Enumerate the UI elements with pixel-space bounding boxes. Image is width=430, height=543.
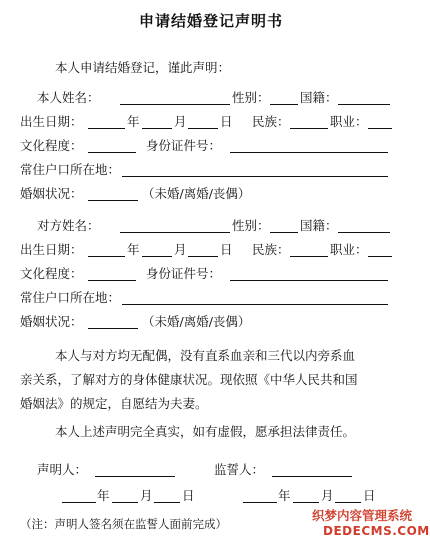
watermark-text: 织梦内容管理系统: [312, 508, 413, 523]
partner-gender-label: 性别：: [232, 218, 270, 233]
partner-education-label: 文化程度：: [20, 266, 83, 281]
self-ethnicity-label: 民族：: [252, 114, 290, 129]
partner-marital-field[interactable]: [88, 328, 138, 329]
declarant-date-month-field[interactable]: [112, 502, 138, 503]
partner-occupation-field[interactable]: [368, 256, 392, 257]
partner-ethnicity-field[interactable]: [290, 256, 328, 257]
self-residence-field[interactable]: [122, 176, 388, 177]
partner-nationality-label: 国籍：: [300, 218, 338, 233]
declarant-label: 声明人：: [37, 462, 88, 477]
self-marital-field[interactable]: [88, 200, 138, 201]
intro-text: 本人申请结婚登记，谨此声明：: [55, 60, 231, 75]
self-gender-field[interactable]: [270, 104, 298, 105]
supervisor-date-year-field[interactable]: [243, 502, 277, 503]
self-marital-label: 婚姻状况：: [20, 186, 83, 201]
declarant-signature-field[interactable]: [95, 476, 175, 477]
declarant-date-year-label: 年: [97, 488, 110, 503]
self-birth-month-field[interactable]: [142, 128, 172, 129]
partner-name-field[interactable]: [120, 232, 230, 233]
self-birth-year-label: 年: [127, 114, 140, 129]
partner-gender-field[interactable]: [270, 232, 298, 233]
watermark-url: DEDECMS.COM: [323, 524, 430, 538]
partner-ethnicity-label: 民族：: [252, 242, 290, 257]
partner-birth-month-label: 月: [174, 242, 187, 257]
partner-birth-day-field[interactable]: [188, 256, 218, 257]
signing-note: （注：声明人签名须在监誓人面前完成）: [20, 517, 227, 531]
declarant-date-day-label: 日: [182, 488, 195, 503]
statement-line-1: 本人与对方均无配偶，没有直系血亲和三代以内旁系血: [55, 348, 356, 363]
supervisor-signature-field[interactable]: [272, 476, 352, 477]
partner-id-label: 身份证件号：: [146, 266, 222, 281]
supervisor-date-month-field[interactable]: [293, 502, 319, 503]
self-birth-day-field[interactable]: [188, 128, 218, 129]
self-occupation-label: 职业：: [330, 114, 368, 129]
self-education-field[interactable]: [88, 152, 136, 153]
partner-birth-year-field[interactable]: [88, 256, 125, 257]
self-birth-month-label: 月: [174, 114, 187, 129]
self-residence-label: 常住户口所在地：: [20, 162, 121, 177]
self-id-field[interactable]: [230, 152, 388, 153]
partner-residence-field[interactable]: [122, 304, 388, 305]
self-ethnicity-field[interactable]: [290, 128, 328, 129]
partner-id-field[interactable]: [230, 280, 388, 281]
self-marital-options: （未婚/离婚/丧偶）: [142, 186, 251, 201]
self-name-label: 本人姓名：: [37, 90, 100, 105]
supervisor-date-year-label: 年: [278, 488, 291, 503]
statement-line-2: 亲关系，了解对方的身体健康状况。现依照《中华人民共和国: [20, 372, 358, 387]
self-birth-year-field[interactable]: [88, 128, 125, 129]
partner-birth-label: 出生日期：: [20, 242, 83, 257]
supervisor-date-day-label: 日: [363, 488, 376, 503]
self-name-field[interactable]: [120, 104, 230, 105]
self-gender-label: 性别：: [232, 90, 270, 105]
supervisor-date-day-field[interactable]: [335, 502, 361, 503]
self-birth-day-label: 日: [220, 114, 233, 129]
statement-line-3: 婚姻法》的规定，自愿结为夫妻。: [20, 396, 208, 411]
self-id-label: 身份证件号：: [146, 138, 222, 153]
self-education-label: 文化程度：: [20, 138, 83, 153]
supervisor-label: 监誓人：: [214, 462, 265, 477]
partner-birth-year-label: 年: [127, 242, 140, 257]
partner-occupation-label: 职业：: [330, 242, 368, 257]
declarant-date-day-field[interactable]: [154, 502, 180, 503]
self-nationality-label: 国籍：: [300, 90, 338, 105]
partner-name-label: 对方姓名：: [37, 218, 100, 233]
document-title: 申请结婚登记声明书: [139, 12, 284, 30]
declarant-date-month-label: 月: [140, 488, 153, 503]
partner-marital-label: 婚姻状况：: [20, 314, 83, 329]
partner-nationality-field[interactable]: [338, 232, 390, 233]
partner-residence-label: 常住户口所在地：: [20, 290, 121, 305]
partner-birth-month-field[interactable]: [142, 256, 172, 257]
self-nationality-field[interactable]: [338, 104, 390, 105]
supervisor-date-month-label: 月: [321, 488, 334, 503]
declarant-date-year-field[interactable]: [62, 502, 96, 503]
partner-marital-options: （未婚/离婚/丧偶）: [142, 314, 251, 329]
self-birth-label: 出生日期：: [20, 114, 83, 129]
self-occupation-field[interactable]: [368, 128, 392, 129]
partner-education-field[interactable]: [88, 280, 136, 281]
statement-line-4: 本人上述声明完全真实，如有虚假，愿承担法律责任。: [55, 424, 356, 439]
partner-birth-day-label: 日: [220, 242, 233, 257]
